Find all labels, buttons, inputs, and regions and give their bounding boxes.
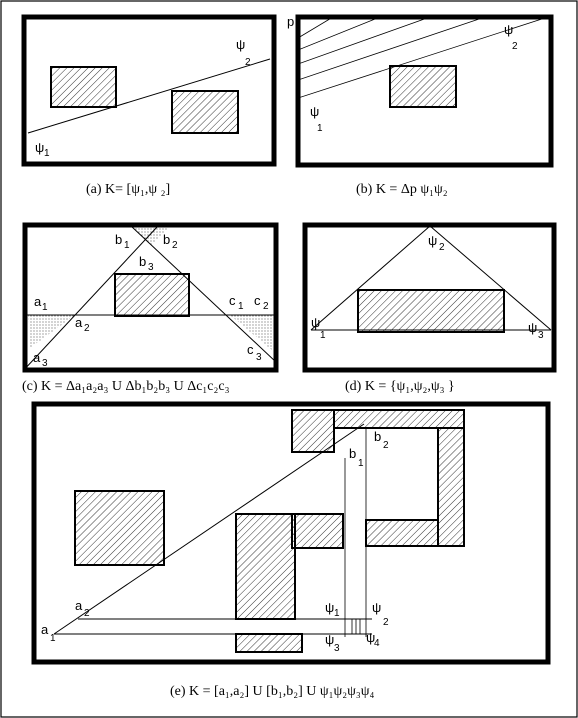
c2-label: c	[254, 293, 261, 308]
psi2-label: ψ	[236, 37, 246, 52]
psi3-subscript: 3	[334, 643, 340, 654]
panel-d	[305, 225, 554, 394]
c1-subscript: 1	[238, 301, 244, 312]
psi2-subscript: 2	[439, 242, 445, 253]
c3-subscript: 3	[256, 352, 262, 363]
b1-subscript: 1	[358, 458, 364, 469]
psi4-subscript: 4	[374, 638, 380, 649]
caption-a: (a) K= [ψ₁,ψ ₂]	[86, 182, 171, 197]
psi2-label: ψ	[428, 233, 438, 248]
triangle-a-region	[28, 315, 75, 348]
obstacle	[236, 634, 302, 652]
obstacle	[51, 67, 116, 107]
obstacle	[358, 290, 504, 332]
b2-label: b	[374, 429, 382, 444]
obstacle	[292, 514, 343, 548]
psi1-label: ψ	[310, 104, 320, 119]
psi1-subscript: 1	[320, 330, 326, 341]
obstacle	[366, 520, 438, 546]
psi2-label: ψ	[372, 600, 382, 615]
a2-label: a	[75, 315, 83, 330]
a1-subscript: 1	[50, 633, 56, 644]
psi2-label: ψ	[504, 22, 514, 37]
obstacle	[75, 491, 164, 565]
obstacle	[115, 274, 189, 316]
panel-a	[24, 17, 274, 197]
a1-subscript: 1	[42, 302, 48, 313]
caption-c: (c) K = Δa₁a₂a₃ U Δb₁b₂b₃ U Δc₁c₂c₃	[22, 379, 230, 394]
ray-line	[298, 17, 430, 64]
obstacle	[292, 410, 334, 452]
b1-label: b	[115, 232, 123, 247]
a1-label: a	[34, 294, 42, 309]
obstacle	[172, 91, 238, 133]
b2-subscript: 2	[383, 440, 389, 451]
caption-e: (e) K = [a₁,a₂] U [b₁,b₂] U ψ₁ψ₂ψ₃ψ₄	[170, 684, 375, 699]
psi3-label: ψ	[325, 632, 335, 647]
panel-c	[22, 225, 276, 394]
a1-label: a	[41, 622, 49, 637]
a2-subscript: 2	[84, 608, 90, 619]
obstacle	[334, 410, 464, 428]
c2-subscript: 2	[263, 301, 269, 312]
c1-label: c	[229, 293, 236, 308]
psi2-subscript: 2	[245, 57, 251, 68]
b3-label: b	[139, 254, 147, 269]
b2-subscript: 2	[172, 240, 178, 251]
psi1-subscript: 1	[317, 123, 323, 134]
b1-subscript: 1	[124, 240, 130, 251]
obstacle	[236, 514, 295, 619]
psi1-label: ψ	[311, 315, 321, 330]
psi1-subscript: 1	[334, 608, 340, 619]
psi2-subscript: 2	[512, 41, 518, 52]
obstacle	[438, 428, 464, 546]
b3-subscript: 3	[148, 262, 154, 273]
caption-d: (d) K = {ψ₁,ψ₂,ψ₃ }	[345, 379, 455, 394]
point-p-label: p	[287, 14, 295, 29]
ray-line	[298, 17, 380, 50]
psi3-subscript: 3	[538, 330, 544, 341]
psi1-label: ψ	[35, 140, 45, 155]
psi2-subscript: 2	[383, 617, 389, 628]
ray-line	[298, 17, 333, 38]
c3-label: c	[247, 342, 254, 357]
b2-label: b	[163, 232, 171, 247]
psi4-label: ψ	[366, 630, 376, 645]
caption-b: (b) K = Δp ψ₁ψ₂	[356, 182, 448, 197]
a2-subscript: 2	[84, 323, 90, 334]
psi1-subscript: 1	[44, 148, 50, 159]
panel-b	[287, 14, 551, 197]
panel-e	[34, 404, 548, 699]
a2-label: a	[75, 598, 83, 613]
obstacle	[390, 66, 456, 107]
a3-label: a	[33, 350, 41, 365]
psi1-label: ψ	[325, 600, 335, 615]
b1-label: b	[349, 446, 357, 461]
a3-subscript: 3	[42, 358, 48, 369]
psi3-label: ψ	[528, 320, 538, 335]
